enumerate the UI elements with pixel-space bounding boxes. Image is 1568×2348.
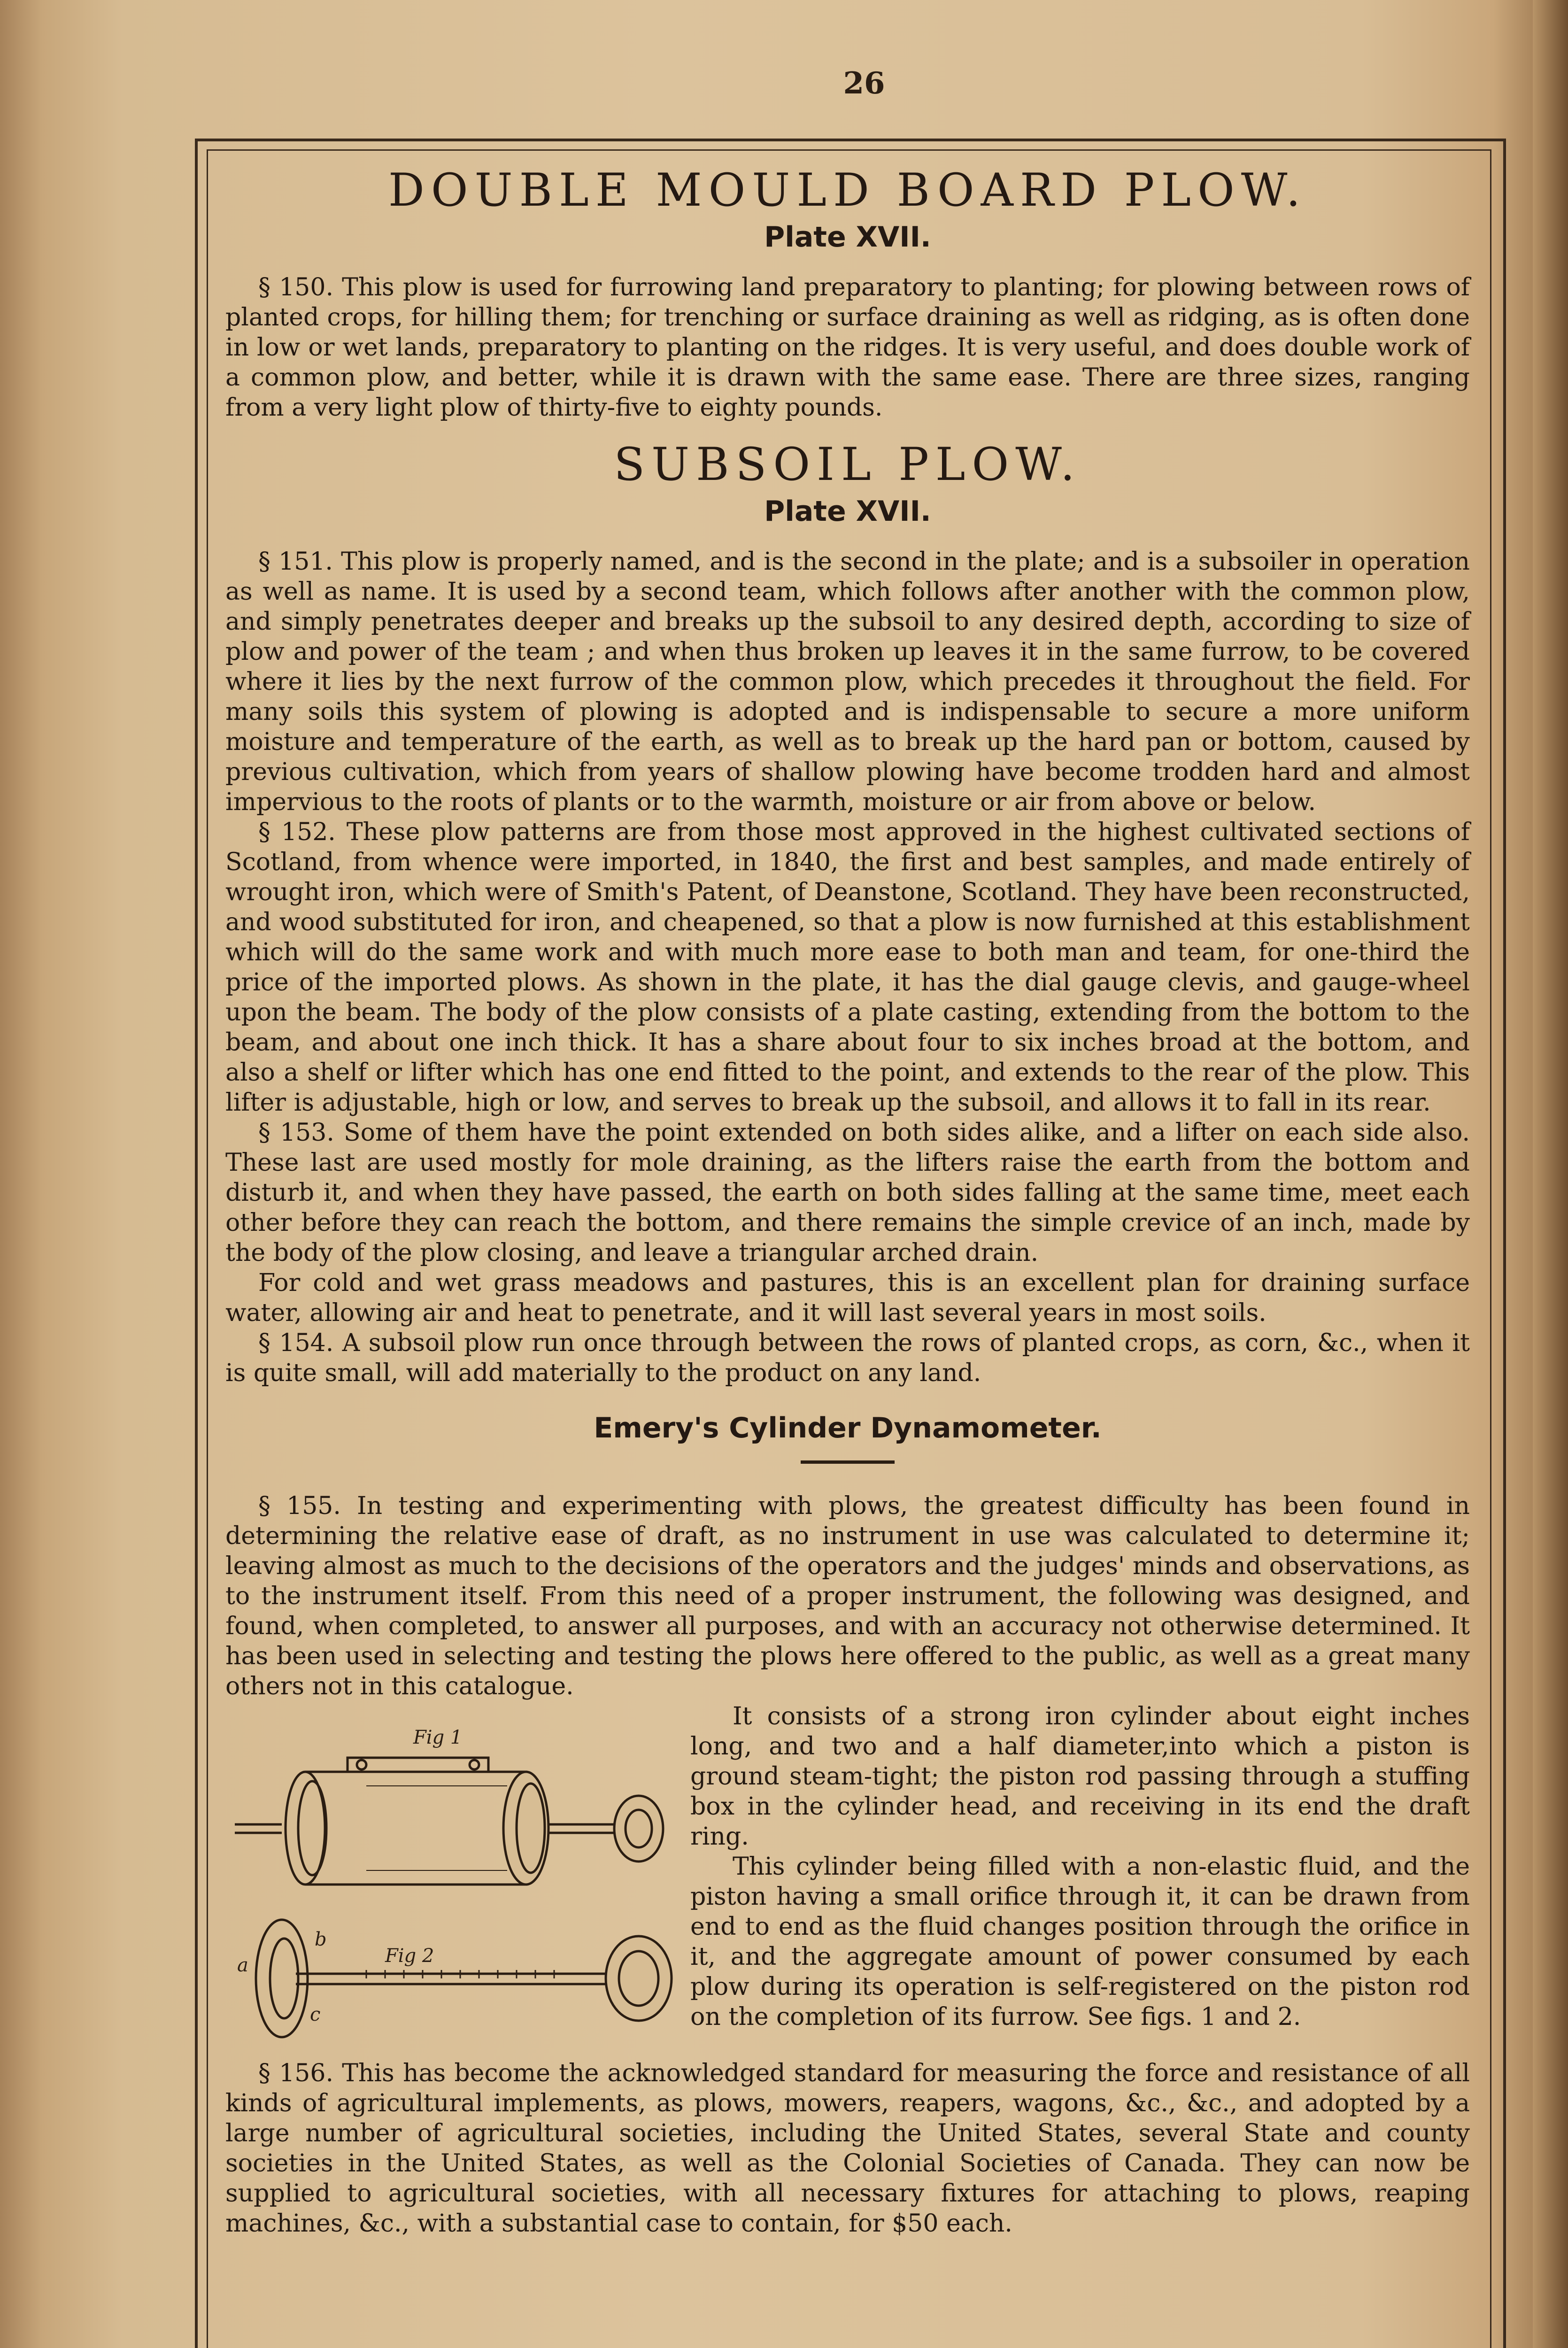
paragraph-152: § 152. These plow patterns are from those most approved in the highest cultivated sections of Scotland, from whence were imported, in 1840, the first and best samples, and made entirely of wrought iron, which were of Smith's Patent, of Deanstone, Scotland. They have been reconstructed, and wood substituted for iron, and cheapened, so that a plow is now furnished at this establishment which will do the same work and with much more ease to both man and team, for one-third the price of the imported plows. As shown in the plate, it has the dial gauge clevis, and gauge-wheel upon the beam. The body of the plow consists of a plate casting, extending from the bottom to the beam, and about one inch thick. It has a share about four to six inches broad at the bottom, and also a shelf or lifter which has one end fitted to the point, and extends to the rear of the plow. This lifter is adjustable, high or low, and serves to break up the subsoil, and allows it to fall in its rear. <box>225 818 1470 1117</box>
dynamometer-figures <box>225 1701 686 2058</box>
paragraph-155: § 155. In testing and experimenting with plows, the greatest difficulty has been found in determining the relative ease of draft, as no instrument in use was calculated to determine it; leaving almost as much to the decisions of the operators and the judges' minds and observations, as to the instrument itself. From this need of a proper instrument, the following was designed, and found, when completed, to answer all purposes, and with an accuracy not otherwise determined. It has been used in selecting and testing the plows here offered to the public, as well as a great many others not in this catalogue. <box>225 1492 1470 1700</box>
fig2-label: Fig 2 <box>385 1945 434 1967</box>
paragraph-156: § 156. This has become the acknowledged standard for measuring the force and resistance of all kinds of agricultural implements, as plows, mowers, reapers, wagons, &c., &c., and adopted by a large number of agricultural societies, including the United States, several State and county societies in the United States, as well as the Colonial Societies of Canada. They can now be supplied to agricultural societies, with all necessary fixtures for attaching to plows, reaping machines, &c., with a substantial case to contain, for $50 each. <box>225 2059 1470 2238</box>
paragraph-151: § 151. This plow is properly named, and is the second in the plate; and is a subsoiler in operation as well as name. It is used by a second team, which follows after another with the common plow, and simply penetrates deeper and breaks up the subsoil to any desired depth, according to size of plow and power of the team ; and when thus broken up leaves it in the same furrow, to be covered where it lies by the next furrow of the common plow, which precedes it throughout the field. For many soils this system of plowing is adopted and is indispensable to secure a more uniform moisture and temperature of the earth, as well as to break up the hard pan or bottom, caused by previous cultivation, which from years of shallow plowing have become trodden hard and almost impervious to the roots of plants or to the warmth, moisture or air from above or below. <box>225 548 1470 816</box>
figure-description <box>686 1701 1470 2058</box>
fig1-cylinder-drawing <box>235 1758 663 1885</box>
plate-reference: Plate XVII. <box>764 495 931 528</box>
page-content <box>225 164 1470 2239</box>
section-title-double-mould-board-plow: DOUBLE MOULD BOARD PLOW. <box>388 164 1307 216</box>
fig2-letter-b: b <box>315 1929 327 1950</box>
fig2-letter-c: c <box>310 2004 321 2025</box>
fig1-label: Fig 1 <box>413 1727 463 1748</box>
figure-row <box>225 1701 1470 2058</box>
fig2-letter-a: a <box>237 1954 248 1976</box>
paragraph-153: § 153. Some of them have the point extended on both sides alike, and a lifter on each side also. These last are used mostly for mole draining, as the lifters raise the earth from the bottom and disturb it, and when they have passed, the earth on both sides falling at the same time, meet each other before they can reach the bottom, and there remains the simple crevice of an inch, made by the body of the plow closing, and leave a triangular arched drain. <box>225 1119 1470 1267</box>
plate-reference: Plate XVII. <box>764 221 931 254</box>
paragraph-154: § 154. A subsoil plow run once through between the rows of planted crops, as corn, &c., when it is quite small, will add materially to the product on any land. <box>225 1329 1470 1387</box>
dynamometer-illustration <box>225 1701 686 2058</box>
closing-block <box>225 2058 1470 2239</box>
section-title-dynamometer: Emery's Cylinder Dynamometer. <box>594 1412 1102 1444</box>
paragraph-cylinder: It consists of a strong iron cylinder about eight inches long, and two and a half diameter,into which a piston is ground steam-tight; the piston rod passing through a stuffing box in the cylinder head, and receiving in its end the draft ring. <box>690 1702 1470 1851</box>
paragraph-draining: For cold and wet grass meadows and pastures, this is an excellent plan for draining surface water, allowing air and heat to penetrate, and it will last several years in most soils. <box>225 1269 1470 1327</box>
paragraph-150: § 150. This plow is used for furrowing land preparatory to planting; for plowing between rows of planted crops, for hilling them; for trenching or surface draining as well as ridging, as is often done in low or wet lands, preparatory to planting on the ridges. It is very useful, and does double work of a common plow, and better, while it is drawn with the same ease. There are three sizes, ranging from a very light plow of thirty-five to eighty pounds. <box>225 273 1470 422</box>
paragraph-fluid: This cylinder being filled with a non-elastic fluid, and the piston having a small orifice through it, it can be drawn from end to end as the fluid changes position through the orifice in it, and the aggregate amount of power consumed by each plow during its operation is self-registered on the piston rod on the completion of its furrow. See figs. 1 and 2. <box>690 1853 1470 2031</box>
page-edge <box>1533 0 1568 2348</box>
section-title-subsoil-plow: SUBSOIL PLOW. <box>614 438 1081 491</box>
page-number: 26 <box>843 66 885 101</box>
divider-rule <box>801 1460 895 1464</box>
